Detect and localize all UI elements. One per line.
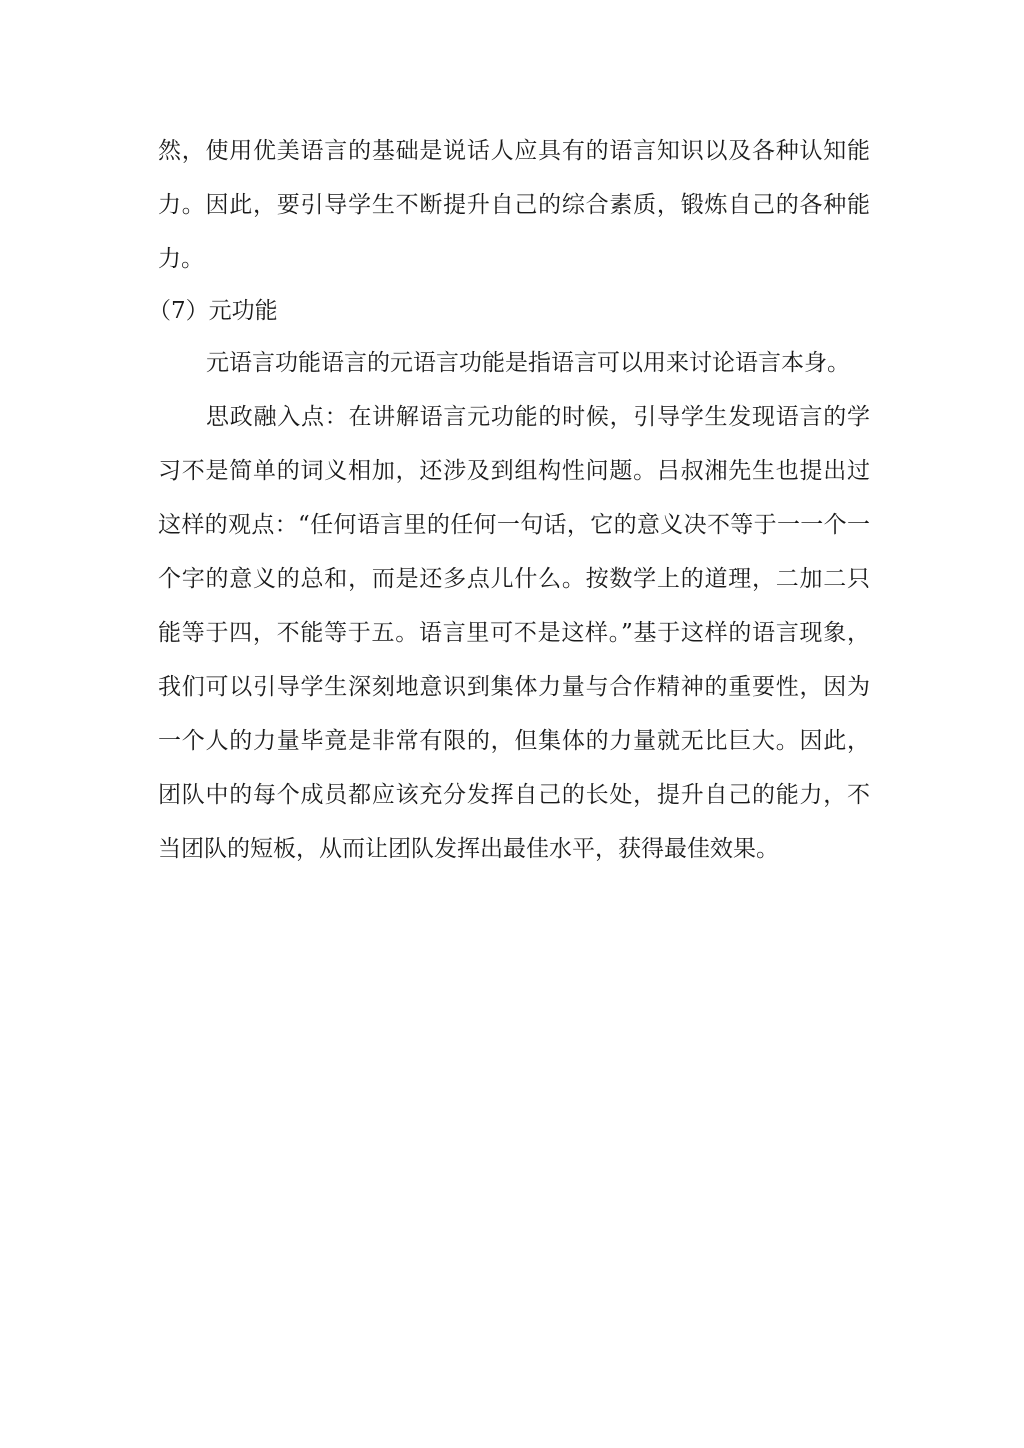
section-heading: （7）元功能 (148, 298, 278, 324)
paragraph-ideology-point: 思政融入点：在讲解语言元功能的时候，引导学生发现语言的学习不是简单的词义相加，还涉及到组构性问题。吕叔湘先生也提出过这样的观点：“任何语言里的任何一句话，它的意义决不等于一一个一个字的意义的总和，而是还多点儿什么。按数学上的道理，二加二只能等于四，不能等于五。语言里可不是这样。”基于这样的语言现象，我们可以引导学生深刻地意识到集体力量与合作精神的重要性，因为一个人的力量毕竟是非常有限的，但集体的力量就无比巨大。因此，团队中的每个成员都应该充分发挥自己的长处，提升自己的能力，不当团队的短板，从而让团队发挥出最佳水平，获得最佳效果。 (158, 404, 870, 862)
paragraph-continuation: 然，使用优美语言的基础是说话人应具有的语言知识以及各种认知能力。因此，要引导学生不断提升自己的综合素质，锻炼自己的各种能力。 (158, 138, 870, 272)
paragraph-definition: 元语言功能语言的元语言功能是指语言可以用来讨论语言本身。 (206, 350, 850, 376)
document-body (148, 124, 870, 876)
